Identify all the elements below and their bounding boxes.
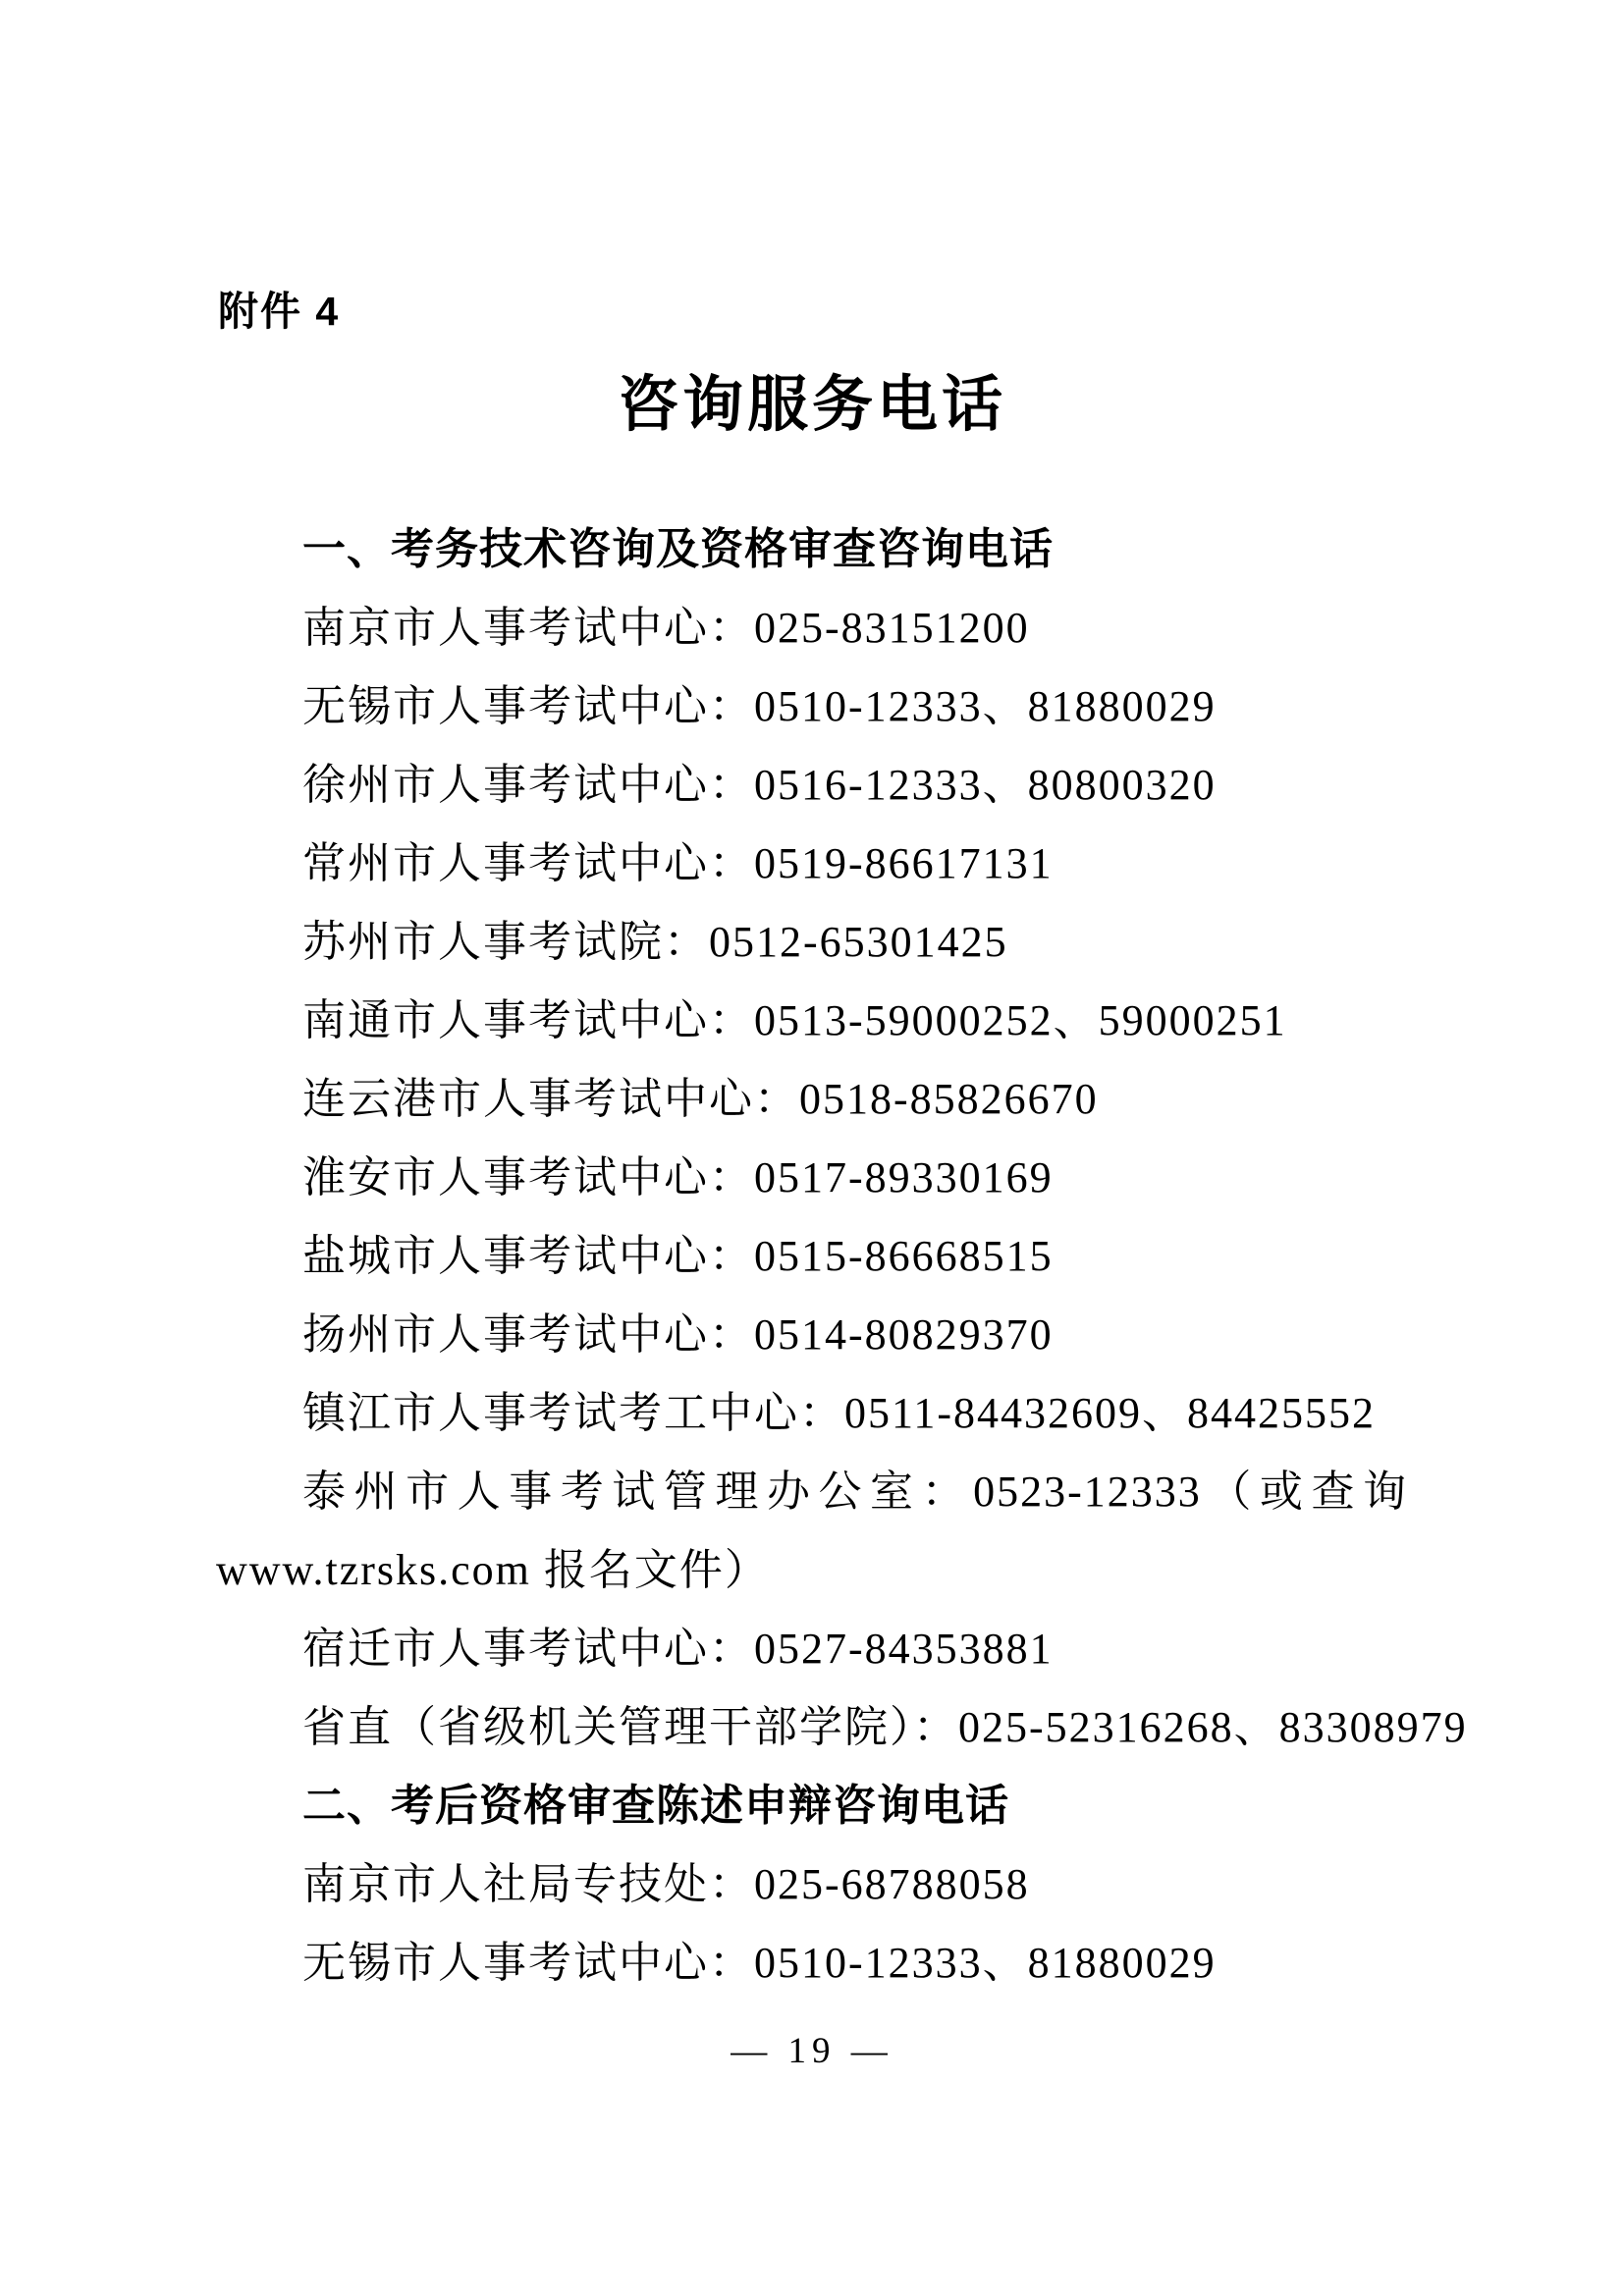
section-heading: 一、考务技术咨询及资格审查咨询电话: [302, 525, 1054, 573]
phone-entry: 扬州市人事考试中心：0514-80829370: [302, 1310, 1054, 1359]
phone-entry: 南京市人社局专技处：025-68788058: [302, 1860, 1030, 1908]
phone-entry: 宿迁市人事考试中心：0527-84353881: [302, 1625, 1054, 1673]
phone-entry: 泰州市人事考试管理办公室：0523-12333（或查询: [302, 1468, 1408, 1516]
phone-entry: 南京市人事考试中心：025-83151200: [302, 604, 1030, 652]
phone-entry: 徐州市人事考试中心：0516-12333、80800320: [302, 761, 1217, 809]
attachment-label: 附件 4: [218, 289, 341, 334]
document-body: [216, 510, 1468, 2002]
phone-entry: 南通市人事考试中心：0513-59000252、59000251: [302, 996, 1287, 1044]
page-number: — 19 —: [731, 2031, 893, 2071]
phone-entry: www.tzrsks.com 报名文件）: [216, 1546, 770, 1594]
phone-entry: 镇江市人事考试考工中心：0511-84432609、84425552: [302, 1389, 1377, 1437]
phone-entry: 苏州市人事考试院：0512-65301425: [302, 918, 1008, 966]
phone-entry: 省直（省级机关管理干部学院）：025-52316268、83308979: [302, 1703, 1468, 1751]
phone-entry: 无锡市人事考试中心：0510-12333、81880029: [302, 1939, 1217, 1987]
phone-entry: 淮安市人事考试中心：0517-89330169: [302, 1153, 1054, 1201]
section-heading: 二、考后资格审查陈述申辩咨询电话: [302, 1782, 1009, 1830]
phone-entry: 盐城市人事考试中心：0515-86668515: [302, 1232, 1054, 1280]
phone-entry: 常州市人事考试中心：0519-86617131: [302, 839, 1054, 887]
phone-entry: 无锡市人事考试中心：0510-12333、81880029: [302, 682, 1217, 730]
phone-entry: 连云港市人事考试中心：0518-85826670: [302, 1075, 1099, 1123]
page-title: 咨询服务电话: [617, 372, 1006, 439]
